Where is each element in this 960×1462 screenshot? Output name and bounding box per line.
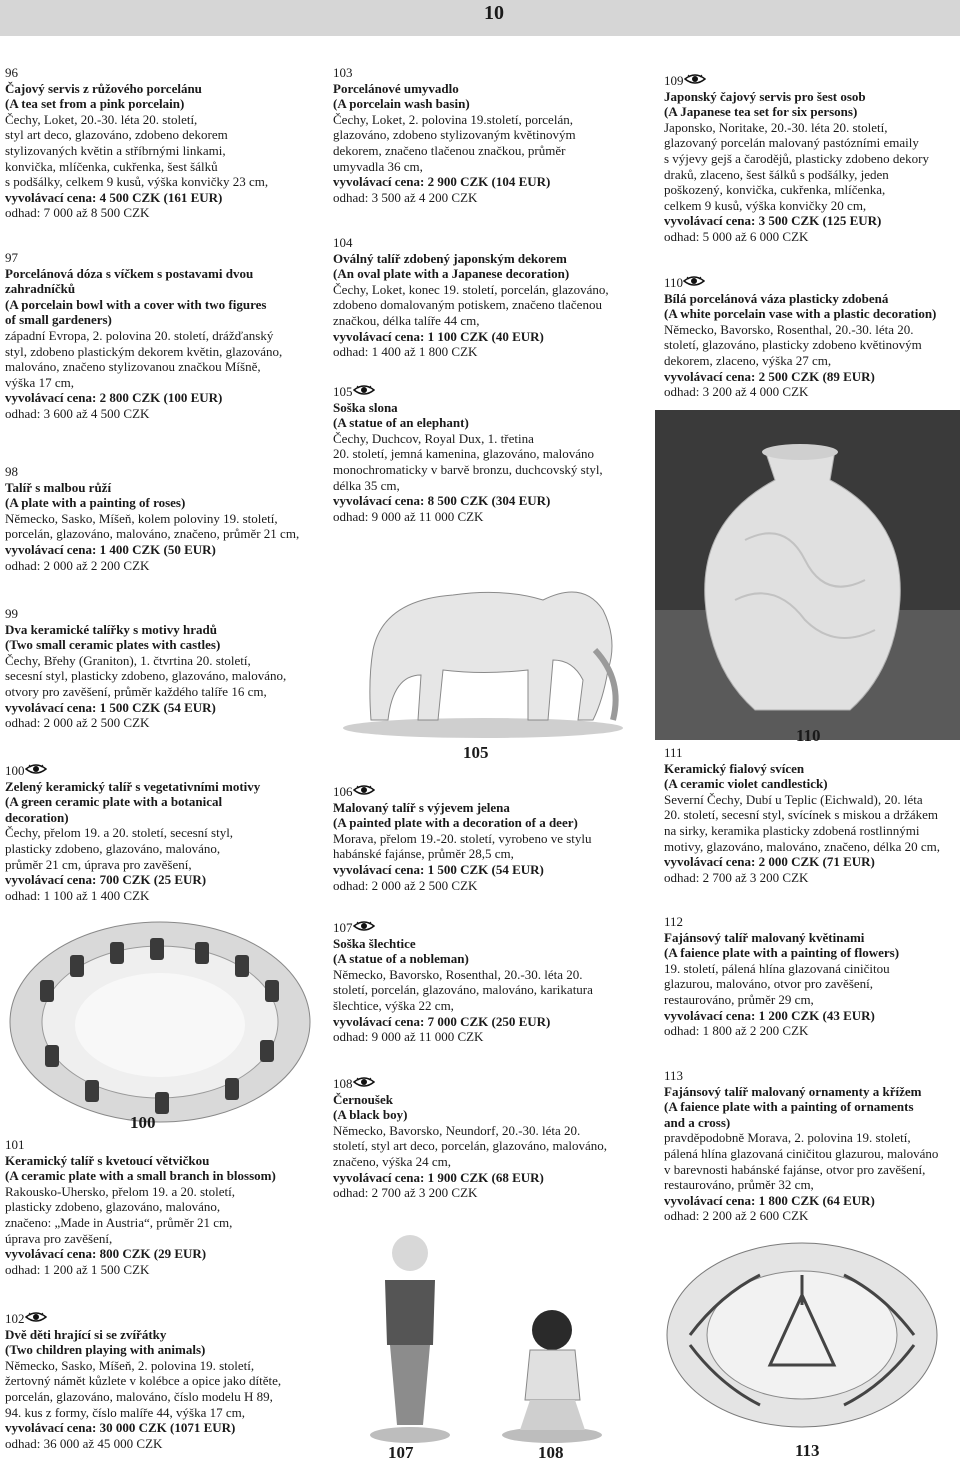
lot-title: Fajánsový talíř malovaný květinami [664,929,865,945]
caption-108: 108 [538,1443,564,1462]
starting-price: vyvolávací cena: 2 000 CZK (71 EUR) [664,854,875,870]
lot-description-line: Morava, přelom 19.-20. století, vyrobeno ve stylu [333,830,592,846]
lot-description-line: století, glazováno, plasticky zdobeno květinovým [664,337,922,353]
lot-number [664,275,936,291]
starting-price: vyvolávací cena: 1 500 CZK (54 EUR) [5,699,216,715]
lot-description-line: Čechy, přelom 19. a 20. století, secesní styl, [5,825,234,841]
lot-description-line: monochromaticky v barvě bronzu, duchcovský styl, [333,461,603,477]
lot-description-line: pravděpodobně Morava, 2. polovina 19. století, [664,1130,911,1146]
starting-price: vyvolávací cena: 1 500 CZK (54 EUR) [333,861,544,877]
lot-description-line: 20. století, jemná kamenina, glazováno, malováno [333,446,595,462]
lot-description-line: pálená hlína glazovaná ciničitou glazurou, malováno [664,1145,939,1161]
lot-111 [664,745,940,885]
lot-description-line: dekorem, značeno tlačenou značkou, průměr [333,142,566,158]
estimate: odhad: 36 000 až 45 000 CZK [5,1435,163,1451]
lot-title: Porcelánové umyvadlo [333,80,459,96]
starting-price: vyvolávací cena: 1 800 CZK (64 EUR) [664,1192,875,1208]
lot-102 [5,1311,281,1451]
lot-description-line: porcelán, glazováno, malováno, značeno, průměr 21 cm, [5,526,300,542]
estimate: odhad: 5 000 až 6 000 CZK [664,228,809,244]
photo-nobleman-107 [355,1225,465,1445]
lot-110 [664,275,936,400]
lot-title: Soška slona [333,399,398,415]
lot-description-line: průměr 21 cm, úprava pro zavěšení, [5,856,192,872]
lot-description-line: styl, zdobeno plastickým dekorem květin, glazováno, [5,343,283,359]
lot-description-line: značeno: „Made in Austria“, průměr 21 cm, [5,1214,233,1230]
lot-title: (A porcelain wash basin) [333,96,470,112]
lot-description-line: století, styl art deco, porcelán, glazováno, malováno, [333,1138,607,1154]
lot-description-line: na sirky, keramika plasticky zdobená rostlinnými [664,822,920,838]
lot-title: Fajánsový talíř malovaný ornamenty a křížem [664,1083,922,1099]
lot-title: Dva keramické talířky s motivy hradů [5,621,217,637]
lot-title: of small gardeners) [5,312,112,328]
eye-icon [684,73,706,88]
lot-description-line: úprava pro zavěšení, [5,1230,113,1246]
lot-number-text: 112 [664,914,684,929]
lot-100 [5,763,260,903]
estimate: odhad: 2 000 až 2 200 CZK [5,557,150,573]
lot-title: (A plate with a painting of roses) [5,495,186,511]
page-number: 10 [484,2,504,24]
lot-description-line: Čechy, Duchcov, Royal Dux, 1. třetina [333,430,534,446]
lot-number-text: 99 [5,606,18,621]
lot-title: (A porcelain bowl with a cover with two figures [5,296,267,312]
lot-title: Černoušek [333,1091,393,1107]
starting-price: vyvolávací cena: 30 000 CZK (1071 EUR) [5,1420,236,1436]
lot-113 [664,1068,938,1224]
lot-title: (A faience plate with a painting of flowers) [664,945,900,961]
lot-description-line: Německo, Sasko, Míšeň, 2. polovina 19. století, [5,1357,255,1373]
caption-105: 105 [463,743,489,762]
lot-number [333,384,603,400]
lot-description-line: šlechtice, výška 22 cm, [333,997,454,1013]
lot-description-line: Čechy, Loket, 2. polovina 19.století, porcelán, [333,111,573,127]
lot-title: (Two children playing with animals) [5,1342,206,1358]
lot-title: Keramický talíř s kvetoucí větvičkou [5,1152,210,1168]
lot-number-text: 106 [333,784,353,799]
lot-number [664,1068,938,1084]
lot-96 [5,65,268,221]
lot-number [5,763,260,779]
lot-title: Japonský čajový servis pro šest osob [664,88,866,104]
lot-number-text: 109 [664,73,684,88]
lot-number [664,745,940,761]
lot-description-line: Severní Čechy, Dubí u Teplic (Eichwald), 20. léta [664,791,923,807]
lot-description-line: značkou, délka talíře 44 cm, [333,312,480,328]
lot-number-text: 96 [5,65,18,80]
lot-description-line: s podšálky, celkem 9 kusů, výška konvičky 23 cm, [5,174,269,190]
lot-description-line: Čechy, Břehy (Graniton), 1. čtvrtina 20. století, [5,652,251,668]
lot-number-text: 103 [333,65,353,80]
estimate: odhad: 2 000 až 2 500 CZK [5,715,150,731]
lot-description-line: s výjevy gejš a čarodějů, plasticky zdobeno dekory [664,150,929,166]
lot-description-line: restaurováno, průměr 32 cm, [664,1177,814,1193]
lot-number [5,65,268,81]
estimate: odhad: 2 700 až 3 200 CZK [333,1185,478,1201]
lot-title: (A statue of a nobleman) [333,951,469,967]
lot-title: (A ceramic plate with a small branch in blossom) [5,1168,276,1184]
photo-plate-100 [0,920,325,1135]
caption-110: 110 [796,726,821,745]
lot-description-line: délka 35 cm, [333,477,400,493]
lot-105 [333,384,603,524]
estimate: odhad: 9 000 až 11 000 CZK [333,508,484,524]
lot-description-line: dekorem, zlaceno, výška 27 cm, [664,352,832,368]
lot-number-text: 108 [333,1076,353,1091]
lot-description-line: zdobeno domalovaným potiskem, značeno tlačenou [333,297,602,313]
photo-plate-113 [660,1235,945,1435]
lot-104 [333,235,609,360]
lot-description-line: habánské fajánse, průměr 28,5 cm, [333,846,514,862]
lot-101 [5,1137,276,1277]
starting-price: vyvolávací cena: 4 500 CZK (161 EUR) [5,189,223,205]
lot-title: Soška šlechtice [333,935,416,951]
estimate: odhad: 9 000 až 11 000 CZK [333,1029,484,1045]
lot-title: (A Japanese tea set for six persons) [664,104,858,120]
lot-number [333,1076,607,1092]
lot-description-line: stylizovaných květin a stříbrnými linkami, [5,142,226,158]
lot-description-line: žertovný námět kůzlete v kolébce a opice jako dítěte, [5,1373,282,1389]
lot-title: (An oval plate with a Japanese decoration) [333,266,570,282]
lot-title: decoration) [5,809,69,825]
photo-vase-110 [655,410,960,740]
lot-description-line: 94. kus z formy, číslo malíře 44, výška 17 cm, [5,1404,245,1420]
lot-number [333,784,592,800]
lot-description-line: Německo, Sasko, Míšeň, kolem poloviny 19. století, [5,510,278,526]
estimate: odhad: 3 600 až 4 500 CZK [5,405,150,421]
estimate: odhad: 2 700 až 3 200 CZK [664,869,809,885]
lot-title: (A painted plate with a decoration of a deer) [333,815,578,831]
lot-description-line: plasticky zdobeno, glazováno, malováno, [5,840,221,856]
lot-title: Malovaný talíř s výjevem jelena [333,799,510,815]
starting-price: vyvolávací cena: 2 800 CZK (100 EUR) [5,390,223,406]
photo-elephant-105 [333,560,655,740]
lot-number-text: 107 [333,920,353,935]
caption-107: 107 [388,1443,414,1462]
lot-number-text: 111 [664,745,683,760]
lot-103 [333,65,576,205]
starting-price: vyvolávací cena: 1 900 CZK (68 EUR) [333,1169,544,1185]
lot-107 [333,920,593,1045]
lot-number [5,606,286,622]
lot-description-line: glazováno, zdobeno stylizovaným květinovým [333,127,576,143]
estimate: odhad: 1 400 až 1 800 CZK [333,344,478,360]
lot-number-text: 104 [333,235,353,250]
estimate: odhad: 2 000 až 2 500 CZK [333,877,478,893]
starting-price: vyvolávací cena: 7 000 CZK (250 EUR) [333,1013,551,1029]
lot-description-line: glazurou, malováno, otvor pro zavěšení, [664,976,874,992]
lot-number-text: 105 [333,384,353,399]
lot-description-line: Německo, Bavorsko, Rosenthal, 20.-30. léta 20. [333,966,583,982]
eye-icon [25,1311,47,1326]
eye-icon [25,763,47,778]
lot-number-text: 100 [5,763,25,778]
lot-description-line: konvička, mlíčenka, cukřenka, šest šálků [5,158,218,174]
lot-number [664,914,899,930]
lot-description-line: výška 17 cm, [5,374,74,390]
lot-108 [333,1076,607,1201]
lot-title: Zelený keramický talíř s vegetativními motivy [5,778,261,794]
lot-description-line: secesní styl, plasticky zdobeno, glazováno, malováno, [5,668,287,684]
lot-description-line: otvory pro zavěšení, průměr každého talíře 16 cm, [5,683,267,699]
lot-109 [664,73,929,245]
starting-price: vyvolávací cena: 1 400 CZK (50 EUR) [5,541,216,557]
lot-description-line: plasticky zdobeno, glazováno, malováno, [5,1199,221,1215]
lot-description-line: restaurováno, průměr 29 cm, [664,991,814,1007]
eye-icon [353,384,375,399]
starting-price: vyvolávací cena: 8 500 CZK (304 EUR) [333,493,551,509]
lot-number [5,1311,281,1327]
lot-number [333,920,593,936]
lot-title: (A black boy) [333,1107,408,1123]
caption-100: 100 [130,1113,156,1132]
lot-description-line: styl art deco, glazováno, zdobeno dekorem [5,127,228,143]
starting-price: vyvolávací cena: 2 500 CZK (89 EUR) [664,368,875,384]
lot-title: Dvě děti hrající si se zvířátky [5,1326,167,1342]
lot-description-line: umyvadla 36 cm, [333,158,423,174]
lot-description-line: Japonsko, Noritake, 20.-30. léta 20. století, [664,119,888,135]
lot-title: (A faience plate with a painting of ornaments [664,1099,914,1115]
starting-price: vyvolávací cena: 1 200 CZK (43 EUR) [664,1007,875,1023]
eye-icon [353,920,375,935]
starting-price: vyvolávací cena: 3 500 CZK (125 EUR) [664,213,882,229]
estimate: odhad: 2 200 až 2 600 CZK [664,1208,809,1224]
lot-description-line: 19. století, pálená hlína glazovaná ciničitou [664,960,890,976]
lot-number-text: 102 [5,1311,25,1326]
eye-icon [683,275,705,290]
lot-description-line: porcelán, glazováno, malováno, číslo modelu H 89, [5,1388,273,1404]
lot-description-line: západní Evropa, 2. polovina 20. století, drážďanský [5,327,274,343]
lot-number [5,1137,276,1153]
lot-title: Talíř s malbou růží [5,479,112,495]
lot-title: (A white porcelain vase with a plastic decoration) [664,306,937,322]
starting-price: vyvolávací cena: 800 CZK (29 EUR) [5,1246,207,1262]
estimate: odhad: 1 200 až 1 500 CZK [5,1261,150,1277]
lot-title: Čajový servis z růžového porcelánu [5,80,202,96]
lot-title: (A statue of an elephant) [333,415,469,431]
lot-description-line: Čechy, Loket, 20.-30. léta 20. století, [5,111,198,127]
lot-description-line: draků, zlaceno, šest šálků s podšálky, jeden [664,166,889,182]
lot-description-line: motivy, glazováno, malováno, značeno, délka 20 cm, [664,838,941,854]
lot-description-line: v barevnosti habánské fajánse, otvor pro zavěšení, [664,1161,926,1177]
lot-description-line: glazovaný porcelán malovaný pastózními emaily [664,135,919,151]
photo-boy-108 [490,1300,615,1445]
lot-99 [5,606,286,731]
caption-113: 113 [795,1441,820,1460]
lot-98 [5,464,299,573]
lot-description-line: malováno, značeno stylizovanou značkou Míšně, [5,359,261,375]
lot-number [333,235,609,251]
lot-description-line: celkem 9 kusů, výška konvičky 20 cm, [664,197,867,213]
lot-title: Bílá porcelánová váza plasticky zdobená [664,290,889,306]
lot-title: Porcelánová dóza s víčkem s postavami dvou [5,265,254,281]
lot-number-text: 113 [664,1068,684,1083]
estimate: odhad: 1 800 až 2 200 CZK [664,1023,809,1039]
lot-112 [664,914,899,1039]
lot-description-line: značeno, výška 24 cm, [333,1153,452,1169]
lot-title: Keramický fialový svícen [664,760,805,776]
lot-description-line: Německo, Bavorsko, Neundorf, 20.-30. léta 20. [333,1122,581,1138]
lot-title: (A green ceramic plate with a botanical [5,794,223,810]
estimate: odhad: 1 100 až 1 400 CZK [5,887,150,903]
lot-title: (A tea set from a pink porcelain) [5,96,185,112]
eye-icon [353,1076,375,1091]
lot-description-line: poškozený, konvička, cukřenka, mlíčenka, [664,182,886,198]
lot-description-line: století, porcelán, glazováno, malováno, karikatura [333,982,593,998]
lot-title: zahradníčků [5,281,76,297]
starting-price: vyvolávací cena: 2 900 CZK (104 EUR) [333,174,551,190]
lot-number-text: 98 [5,464,18,479]
starting-price: vyvolávací cena: 700 CZK (25 EUR) [5,872,207,888]
lot-number-text: 97 [5,250,18,265]
lot-title: Oválný talíř zdobený japonským dekorem [333,250,567,266]
lot-number-text: 101 [5,1137,25,1152]
lot-97 [5,250,282,422]
lot-number [5,464,299,480]
lot-title: (A ceramic violet candlestick) [664,776,828,792]
lot-number [664,73,929,89]
lot-number-text: 110 [664,275,684,290]
estimate: odhad: 7 000 až 8 500 CZK [5,205,150,221]
lot-title: and a cross) [664,1114,731,1130]
lot-number [333,65,576,81]
lot-description-line: Německo, Bavorsko, Rosenthal, 20.-30. léta 20. [664,321,914,337]
starting-price: vyvolávací cena: 1 100 CZK (40 EUR) [333,328,544,344]
eye-icon [353,784,375,799]
lot-106 [333,784,592,893]
estimate: odhad: 3 200 až 4 000 CZK [664,384,809,400]
lot-description-line: Rakousko-Uhersko, přelom 19. a 20. století, [5,1183,235,1199]
page-header-bar [0,0,960,36]
lot-description-line: Čechy, Loket, konec 19. století, porcelán, glazováno, [333,281,609,297]
estimate: odhad: 3 500 až 4 200 CZK [333,189,478,205]
lot-number [5,250,282,266]
lot-description-line: 20. století, secesní styl, svícínek s miskou a držákem [664,807,939,823]
lot-title: (Two small ceramic plates with castles) [5,637,221,653]
